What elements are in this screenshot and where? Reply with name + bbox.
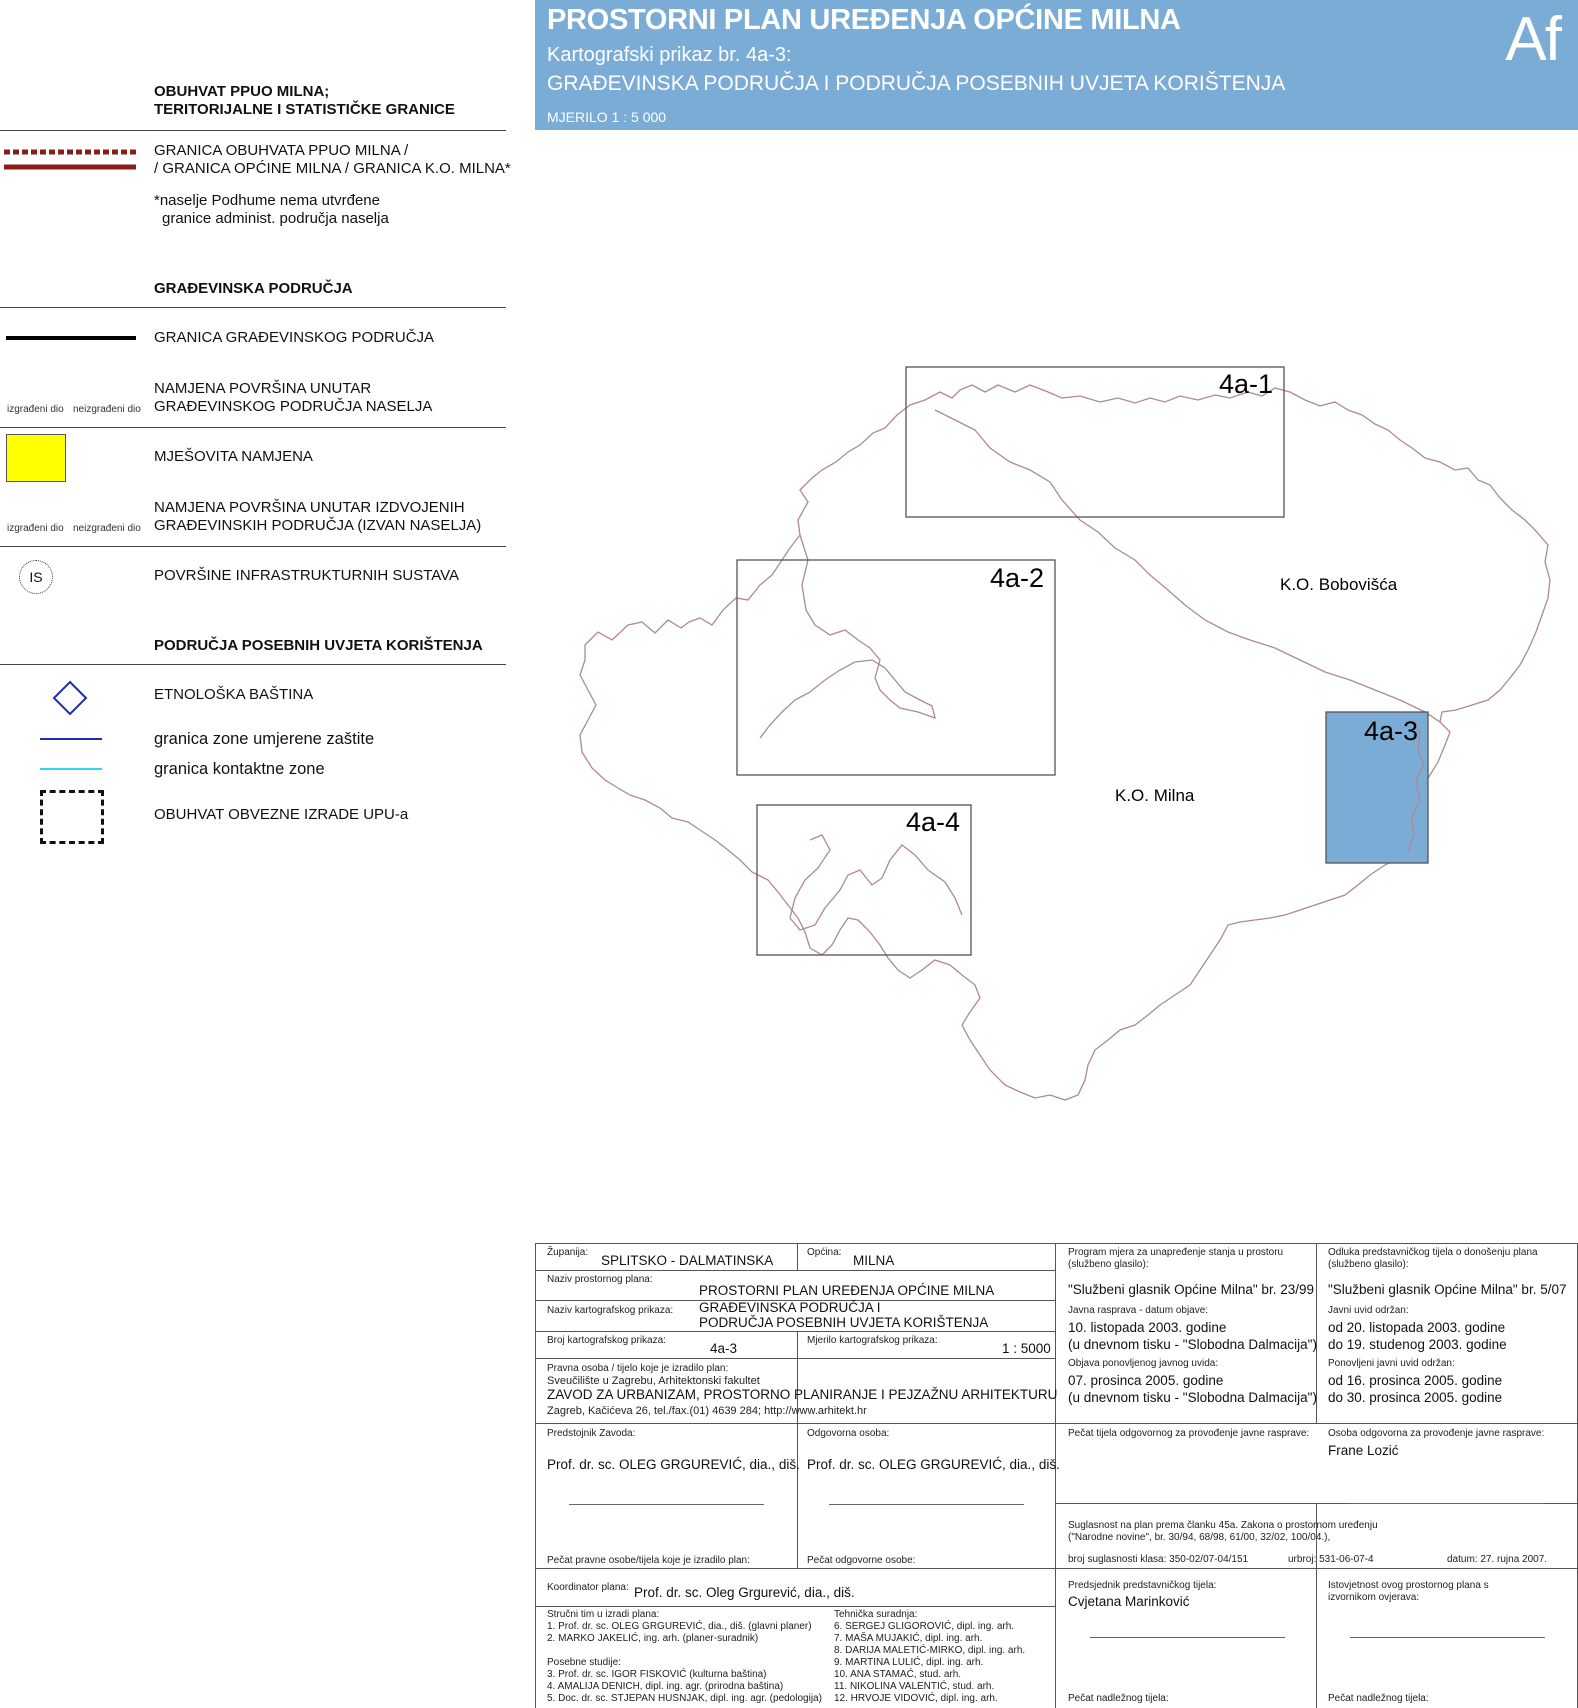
tb-coordinator-label: Koordinator plana:	[547, 1582, 629, 1593]
tb-map-name	[699, 1300, 988, 1330]
legend-text-line: / GRANICA OPĆINE MILNA / GRANICA K.O. MILNA*	[154, 160, 511, 177]
tb-label-line: (službeno glasilo):	[1328, 1259, 1409, 1270]
tb-text-line: GRAĐEVINSKA PODRUČJA I	[699, 1300, 881, 1315]
tb-repeat	[1068, 1372, 1317, 1406]
tb-repeat-label: Objava ponovljenog javnog uvida:	[1068, 1358, 1219, 1369]
tb-seal-debate-label: Pečat tijela odgovornog za provođenje javne rasprave:	[1068, 1428, 1310, 1439]
tb-text-line: 07. prosinca 2005. godine	[1068, 1373, 1224, 1388]
map-scale: MJERILO 1 : 5 000	[547, 109, 667, 125]
tb-tech-member: 7. MAŠA MUJAKIĆ, dipl. ing. arh.	[834, 1633, 983, 1644]
cadastral-label-milna: K.O. Milna	[1115, 786, 1195, 805]
tb-label-line: izvornikom ovjerava:	[1328, 1592, 1420, 1603]
tb-divider-h	[535, 1270, 1055, 1271]
tb-coordinator: Prof. dr. sc. Oleg Grgurević, dia., diš.	[634, 1585, 855, 1600]
tb-program: "Službeni glasnik Općine Milna" br. 23/99	[1068, 1282, 1314, 1297]
tb-seal-body-label: Pečat nadležnog tijela:	[1068, 1693, 1169, 1704]
legend-item-infrastructure: POVRŠINE INFRASTRUKTURNIH SUSTAVA	[154, 567, 460, 584]
tb-signature-line	[1350, 1503, 1545, 1504]
tb-repeat-inspection-label: Ponovljeni javni uvid održan:	[1328, 1358, 1455, 1369]
tb-tech-member: 6. SERGEJ GLIGOROVIĆ, dipl. ing. arh.	[834, 1621, 1015, 1632]
map-number: Kartografski prikaz br. 4a-3:	[547, 44, 792, 66]
tb-plan-name: PROSTORNI PLAN UREĐENJA OPĆINE MILNA	[699, 1283, 995, 1298]
unbuilt-part-label: neizgrađeni dio	[73, 523, 141, 534]
unbuilt-part-label: neizgrađeni dio	[73, 404, 141, 415]
tb-text-line: (u dnevnom tisku - "Slobodna Dalmacija")	[1068, 1390, 1317, 1405]
bay-outline	[760, 535, 935, 738]
tb-tech-list	[834, 1621, 1025, 1705]
tb-tech-member: 11. NIKOLINA VALENTIĆ, stud. arh.	[834, 1681, 995, 1692]
tb-divider-v	[1055, 1243, 1056, 1708]
tb-text-line: od 16. prosinca 2005. godine	[1328, 1373, 1503, 1388]
legend-item-upu-coverage: OBUHVAT OBVEZNE IZRADE UPU-a	[154, 806, 409, 823]
tb-municipality-label: Općina:	[807, 1247, 842, 1258]
tb-scale-label: Mjerilo kartografskog prikaza:	[807, 1335, 938, 1346]
sheet-label-4a-4: 4a-4	[906, 807, 961, 837]
sheet-label-4a-3: 4a-3	[1364, 716, 1419, 746]
legend-item-building-boundary: GRANICA GRAĐEVINSKOG PODRUČJA	[154, 329, 435, 346]
sheet-label-4a-1: 4a-1	[1219, 369, 1274, 399]
tb-head-label: Predstojnik Zavoda:	[547, 1428, 636, 1439]
tb-debate-person: Frane Lozić	[1328, 1443, 1399, 1458]
tb-map-name-label: Naziv kartografskog prikaza:	[547, 1305, 674, 1316]
tb-signature-line	[829, 1504, 1024, 1505]
tb-map-no: 4a-3	[710, 1341, 738, 1356]
tb-text-line: do 30. prosinca 2005. godine	[1328, 1390, 1503, 1405]
tb-label-line: Odluka predstavničkog tijela o donošenju plana	[1328, 1247, 1538, 1258]
tb-head: Prof. dr. sc. OLEG GRGUREVIĆ, dia., diš.	[547, 1457, 800, 1472]
tb-inspection	[1328, 1319, 1507, 1353]
tb-text-line: do 19. studenog 2003. godine	[1328, 1337, 1507, 1352]
tb-debate	[1068, 1319, 1317, 1353]
tb-inspection-label: Javni uvid održan:	[1328, 1305, 1409, 1316]
tb-decision: "Službeni glasnik Općine Milna" br. 5/07	[1328, 1282, 1567, 1297]
legend-heading-line: TERITORIJALNE I STATISTIČKE GRANICE	[154, 101, 455, 118]
tb-divider-h	[535, 1423, 1578, 1424]
tb-signature-line	[1350, 1637, 1545, 1638]
tb-responsible: Prof. dr. sc. OLEG GRGUREVIĆ, dia., diš.	[807, 1457, 1060, 1472]
tb-county: SPLITSKO - DALMATINSKA	[601, 1253, 774, 1268]
tb-text-line: PODRUČJA POSEBNIH UVJETA KORIŠTENJA	[699, 1315, 989, 1330]
built-part-label: izgrađeni dio	[7, 404, 64, 415]
plan-title: PROSTORNI PLAN UREĐENJA OPĆINE MILNA	[547, 4, 1181, 36]
tb-author-address: Zagreb, Kačićeva 26, tel./fax.(01) 4639 284; http://www.arhitekt.hr	[547, 1405, 867, 1417]
tb-border-top	[535, 1243, 1578, 1244]
inlet-south	[790, 835, 962, 930]
tb-text-line: 10. listopada 2003. godine	[1068, 1320, 1227, 1335]
legend-heading-building-areas: GRAĐEVINSKA PODRUČJA	[154, 280, 353, 297]
tb-text-line: ("Narodne novine", br. 30/94, 68/98, 61/00, 32/02, 100/04.),	[1068, 1532, 1331, 1543]
legend-item-contact-zone: granica kontaktne zone	[154, 760, 325, 778]
tb-tech-member: 12. HRVOJE VIDOVIĆ, dipl. ing. arh.	[834, 1693, 998, 1704]
tb-text-line: Suglasnost na plan prema članku 45a. Zakona o prostornom uređenju	[1068, 1520, 1378, 1531]
title-block	[535, 1243, 1578, 1708]
tb-signature-line	[569, 1504, 764, 1505]
tb-divider-h	[1055, 1568, 1578, 1569]
tb-president-label: Predsjednik predstavničkog tijela:	[1068, 1580, 1217, 1591]
legend-text-line: NAMJENA POVRŠINA UNUTAR	[154, 380, 372, 397]
tb-identity-label	[1328, 1580, 1489, 1604]
tb-study-author: 3. Prof. dr. sc. IGOR FISKOVIĆ (kulturna baština)	[547, 1669, 767, 1680]
map-subject: GRAĐEVINSKA PODRUČJA I PODRUČJA POSEBNIH UVJETA KORIŠTENJA	[547, 72, 1286, 95]
legend-item-moderate-protection: granica zone umjerene zaštite	[154, 730, 375, 748]
legend-text-line: *naselje Podhume nema utvrđene	[154, 192, 380, 209]
tb-divider-h	[535, 1568, 1055, 1569]
tb-seal-responsible-label: Pečat odgovorne osobe:	[807, 1555, 916, 1566]
tb-seal-body-label-2: Pečat nadležnog tijela:	[1328, 1693, 1429, 1704]
legend-heading-special-conditions: PODRUČJA POSEBNIH UVJETA KORIŠTENJA	[154, 637, 483, 654]
tb-municipality: MILNA	[853, 1253, 895, 1268]
sheet-code: Af	[1505, 5, 1560, 74]
tb-divider-h	[535, 1331, 1055, 1332]
tb-consent-class: broj suglasnosti klasa: 350-02/07-04/151	[1068, 1554, 1249, 1565]
legend-text-line: NAMJENA POVRŠINA UNUTAR IZDVOJENIH	[154, 499, 465, 516]
cadastral-label-bobovisca: K.O. Bobovišća	[1280, 575, 1398, 594]
legend-text-line: GRANICA OBUHVATA PPUO MILNA /	[154, 142, 409, 159]
tb-author-label: Pravna osoba / tijelo koje je izradilo plan:	[547, 1363, 729, 1374]
tb-team-label: Stručni tim u izradi plana:	[547, 1609, 660, 1620]
legend-heading-line: OBUHVAT PPUO MILNA;	[154, 83, 330, 100]
legend-text-line: GRAĐEVINSKIH PODRUČJA (IZVAN NASELJA)	[154, 517, 482, 534]
tb-tech-member: 10. ANA STAMAĆ, stud. arh.	[834, 1669, 962, 1680]
tb-scale: 1 : 5000	[1002, 1341, 1051, 1356]
tb-responsible-label: Odgovorna osoba:	[807, 1428, 890, 1439]
tb-debate-label: Javna rasprava - datum objave:	[1068, 1305, 1209, 1316]
tb-text-line: (u dnevnom tisku - "Slobodna Dalmacija")	[1068, 1337, 1317, 1352]
built-part-label: izgrađeni dio	[7, 523, 64, 534]
tb-decision-label	[1328, 1247, 1538, 1271]
tb-tech-member: 8. DARIJA MALETIĆ-MIRKO, dipl. ing. arh.	[834, 1645, 1026, 1656]
tb-author-faculty: Sveučilište u Zagrebu, Arhitektonski fakultet	[547, 1375, 760, 1387]
tb-team-list	[547, 1621, 812, 1645]
legend-item-ethno-heritage: ETNOLOŠKA BAŠTINA	[154, 686, 314, 703]
tb-consent-reg: urbroj: 531-06-07-4	[1288, 1554, 1374, 1565]
tb-signature-line	[1090, 1637, 1285, 1638]
tb-divider-h	[535, 1606, 1055, 1607]
tb-program-label	[1068, 1247, 1283, 1271]
tb-study-author: 5. Doc. dr. sc. STJEPAN HUSNJAK, dipl. ing. agr. (pedologija)	[547, 1693, 822, 1704]
infrastructure-is-symbol: IS	[19, 560, 53, 594]
tb-debate-person-label: Osoba odgovorna za provođenje javne rasprave:	[1328, 1428, 1545, 1439]
legend-text-line: GRAĐEVINSKOG PODRUČJA NASELJA	[154, 398, 433, 415]
sheet-label-4a-2: 4a-2	[990, 563, 1045, 593]
tb-president: Cvjetana Marinković	[1068, 1594, 1190, 1609]
tb-map-no-label: Broj kartografskog prikaza:	[547, 1335, 666, 1346]
tb-seal-author-label: Pečat pravne osobe/tijela koje je izradilo plan:	[547, 1555, 750, 1566]
tb-team-member: 2. MARKO JAKELIĆ, ing. arh. (planer-suradnik)	[547, 1633, 759, 1644]
tb-studies-label: Posebne studije:	[547, 1657, 621, 1668]
tb-study-author: 4. AMALIJA DENICH, dipl. ing. agr. (prirodna baština)	[547, 1681, 784, 1692]
tb-divider-v	[797, 1331, 798, 1568]
tb-plan-name-label: Naziv prostornog plana:	[547, 1274, 653, 1285]
legend-text-line: granice administ. područja naselja	[162, 210, 389, 227]
tb-border-left	[535, 1243, 536, 1708]
tb-repeat-inspection	[1328, 1372, 1502, 1406]
tb-consent	[1068, 1520, 1378, 1544]
tb-consent-date: datum: 27. rujna 2007.	[1447, 1554, 1548, 1565]
tb-divider-v	[797, 1243, 798, 1270]
legend-item-mixed-use: MJEŠOVITA NAMJENA	[154, 448, 313, 465]
tb-divider-h	[535, 1358, 1055, 1359]
tb-label-line: (službeno glasilo):	[1068, 1259, 1149, 1270]
tb-author-institute: ZAVOD ZA URBANIZAM, PROSTORNO PLANIRANJE I PEJZAŽNU ARHITEKTURU	[547, 1387, 1058, 1402]
tb-studies-list	[547, 1669, 822, 1705]
tb-county-label: Županija:	[547, 1247, 589, 1258]
tb-tech-member: 9. MARTINA LULIĆ, dipl. ing. arh.	[834, 1657, 984, 1668]
tb-label-line: Program mjera za unapređenje stanja u prostoru	[1068, 1247, 1284, 1258]
tb-team-member: 1. Prof. dr. sc. OLEG GRGUREVIĆ, dia., diš. (glavni planer)	[547, 1621, 812, 1632]
tb-tech-label: Tehnička suradnja:	[834, 1609, 918, 1620]
tb-text-line: od 20. listopada 2003. godine	[1328, 1320, 1506, 1335]
tb-label-line: Istovjetnost ovog prostornog plana s	[1328, 1580, 1489, 1591]
